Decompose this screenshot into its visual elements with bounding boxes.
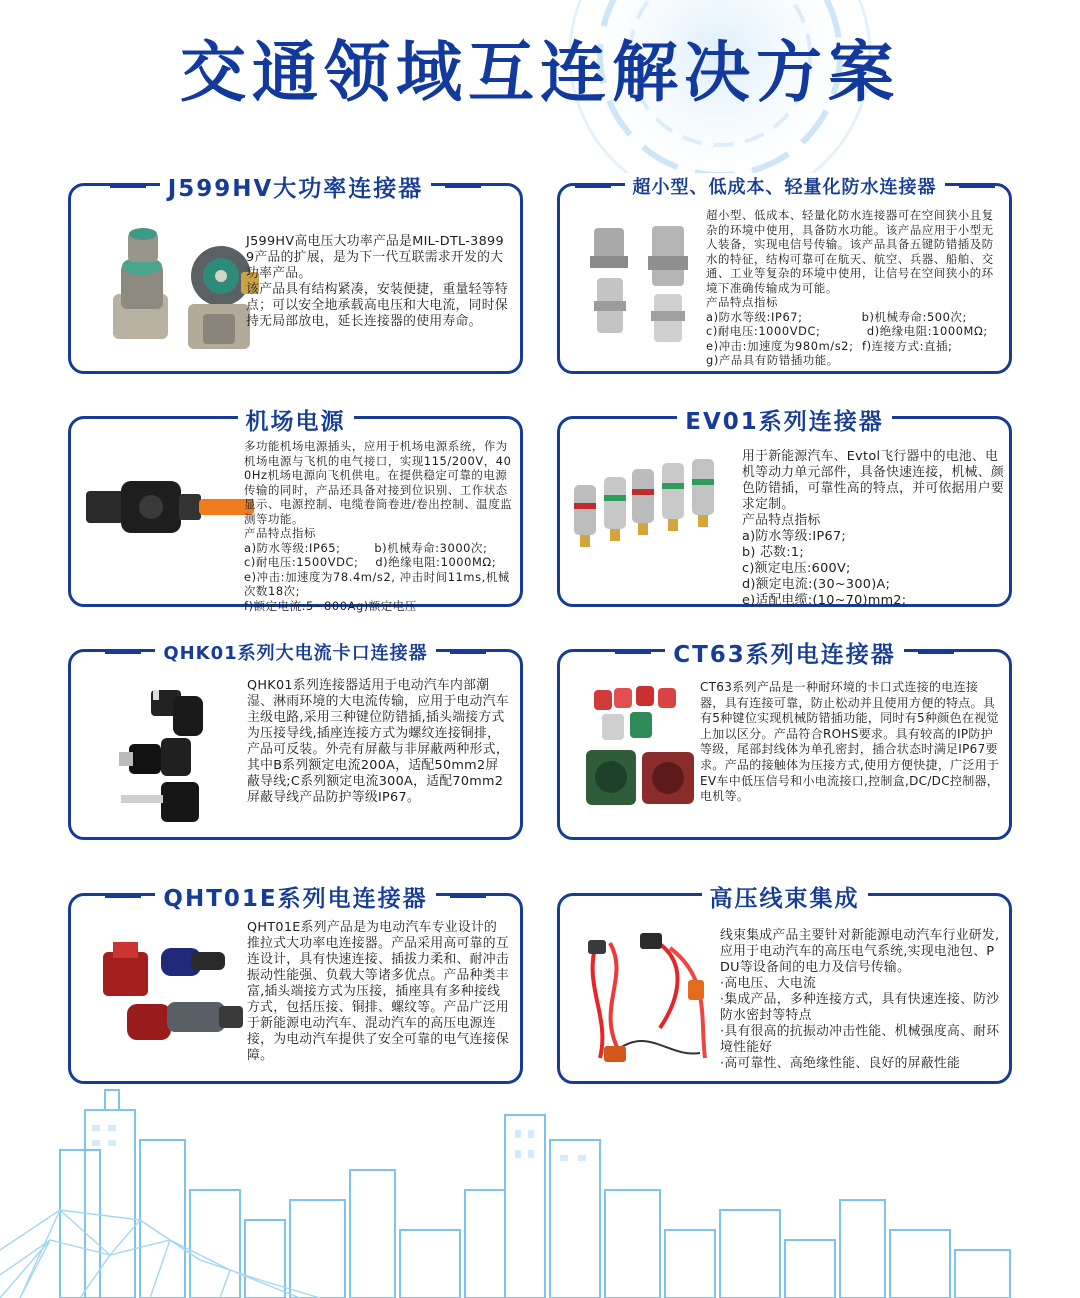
- card-title-bar: [560, 632, 1009, 672]
- page-title: 交通领域互连解决方案: [180, 34, 900, 111]
- title-dash-right: [445, 185, 481, 188]
- title-dash-right: [959, 185, 995, 188]
- product-card-qhk01: [68, 643, 523, 840]
- ct63-connector-image: [582, 682, 702, 827]
- card-title: CT63系列电连接器: [665, 636, 904, 669]
- product-card-j599hv: [68, 175, 523, 374]
- title-dash-left: [615, 651, 651, 654]
- product-card-micro-waterproof: [557, 177, 1012, 374]
- title-dash-left: [575, 185, 611, 188]
- product-card-airport-power: [68, 408, 523, 613]
- card-title: 超小型、低成本、轻量化防水连接器: [625, 173, 945, 199]
- card-title: QHK01系列大电流卡口连接器: [155, 639, 435, 665]
- ev01-connector-image: [566, 455, 736, 565]
- qhk01-connector-image: [111, 682, 241, 827]
- title-dash-left: [105, 895, 141, 898]
- card-description: CT63系列产品是一种耐环境的卡口式连接的电连接器，具有连接可靠，防止松动并且使用方便的特点。具有5种键位实现机械防错插功能，同时有5种颜色在视觉上加以区分。产品符合ROHS要求。具有较高的IP防护等级，尾部封线体为单孔密封，插合状态时满足IP67要求。产品的接触体为压接方式,使用方便快捷，广泛用于EV车中低压信号和小电流接口,控制盒,DC/DC控制器，电机等。: [700, 680, 1000, 804]
- card-description: QHK01系列连接器适用于电动汽车内部潮湿、淋雨环境的大电流传输，应用于电动汽车主级电路,采用三种键位防错插,插头端接方式为压接导线,插座连接方式为螺纹连接铜排，产品可反装。外壳有屏蔽与非屏蔽两种形式，其中B系列额定电流200A，适配50mm2屏蔽导线;C系列额定电流300A，适配70mm2屏蔽导线产品防护等级IP67。: [247, 678, 509, 805]
- card-description: 多功能机场电源插头，应用于机场电源系统，作为机场电源与飞机的电气接口，实现115/200V，400Hz机场电源向飞机供电。在提供稳定可靠的电源传输的同时，产品还具备对接到位识别、工作状态显示、电源控制、电缆卷筒卷进/卷出控制、温度监测等功能。 产品特点指标 a)防水等级:IP65; b)机械寿命:3000次; c)耐电压:1500VDC; d)绝缘电阻:1000MΩ; e)冲击:加速度为78.4m/s2, 冲击时间11ms,机械次数18次; f)额定电流:5~800Ag)额定电压: [244, 439, 513, 613]
- city-skyline-illustration: [0, 1080, 1080, 1298]
- airport-plug-image: [81, 469, 256, 549]
- card-title: 机场电源: [238, 403, 354, 436]
- card-title: 高压线束集成: [702, 880, 868, 913]
- card-title: QHT01E系列电连接器: [155, 880, 435, 913]
- card-description: 用于新能源汽车、Evtol飞行器中的电池、电机等动力单元部件，具备快速连接，机械、颜色防错插，可靠性高的特点，并可依据用户要求定制。 产品特点指标 a)防水等级:IP67; b) 芯数:1; c)额定电压:600V; d)额定电流:(30~300)A; e)适配电缆:(10~70)mm2;: [742, 449, 1004, 608]
- product-card-hv-harness: [557, 885, 1012, 1084]
- card-title-bar: [71, 166, 520, 206]
- product-card-ct63: [557, 641, 1012, 840]
- title-dash-left: [105, 651, 141, 654]
- title-dash-right: [450, 651, 486, 654]
- card-description: 超小型、低成本、轻量化防水连接器可在空间狭小且复杂的环境中使用，具备防水功能。该产品应用于小型无人装备，实现电信号传输。该产品具备五键防错插及防水的特征，结构可靠可在航天、航空、兵器、船舶、交通、工业等复杂的环境中使用，让信号在空间狭小的环境下准确传输成为可能。 产品特点指标 a)防水等级:IP67; b)机械寿命:500次; c)耐电压:1000VDC; d)绝缘电阻:1000MΩ; e)冲击:加速度为980m/s2; f)连接方式:直插; g)产品具有防错插功能。: [706, 208, 994, 367]
- card-description: J599HV高电压大功率产品是MIL-DTL-38999产品的扩展，是为下一代互联需求开发的大功率产品。 该产品具有结构紧凑，安装便捷，重量轻等特点；可以安全地承载高电压和大电流，同时保持无局部放电，延长连接器的使用寿命。: [246, 234, 508, 329]
- card-title: EV01系列连接器: [677, 403, 892, 436]
- card-title-bar: [560, 166, 1009, 206]
- hv-harness-image: [580, 928, 720, 1073]
- card-title-bar: [560, 876, 1009, 916]
- card-title-bar: [71, 632, 520, 672]
- card-title-bar: [71, 876, 520, 916]
- title-dash-right: [450, 895, 486, 898]
- card-title: J599HV大功率连接器: [160, 170, 432, 203]
- title-dash-left: [110, 185, 146, 188]
- qht01e-connector-image: [91, 932, 251, 1052]
- card-title-bar: [560, 399, 1009, 439]
- title-dash-right: [918, 651, 954, 654]
- micro-connector-image: [582, 216, 702, 366]
- product-card-ev01: [557, 408, 1012, 608]
- card-title-bar: [71, 399, 520, 439]
- card-description: QHT01E系列产品是为电动汽车专业设计的推拉式大功率电连接器。产品采用高可靠的互连设计，具有快速连接、插拔力柔和、耐冲击振动性能强、负载大等诸多优点。产品种类丰富,插头端接方式为压接，插座具有多种接线方式，包括压接、铜排、螺纹等。产品广泛用于新能源电动汽车、混动汽车的高压电源连接，为电动汽车提供了安全可靠的电气连接保障。: [247, 920, 509, 1063]
- card-description: 线束集成产品主要针对新能源电动汽车行业研发,应用于电动汽车的高压电气系统,实现电池包、PDU等设备间的电力及信号传输。 ·高电压、大电流 ·集成产品，多种连接方式，具有快速连接、防沙防水密封等特点 ·具有很高的抗振动冲击性能、机械强度高、耐环境性能好 ·高可靠性、高绝缘性能、良好的屏蔽性能: [720, 928, 1000, 1071]
- product-card-qht01e: [68, 885, 523, 1084]
